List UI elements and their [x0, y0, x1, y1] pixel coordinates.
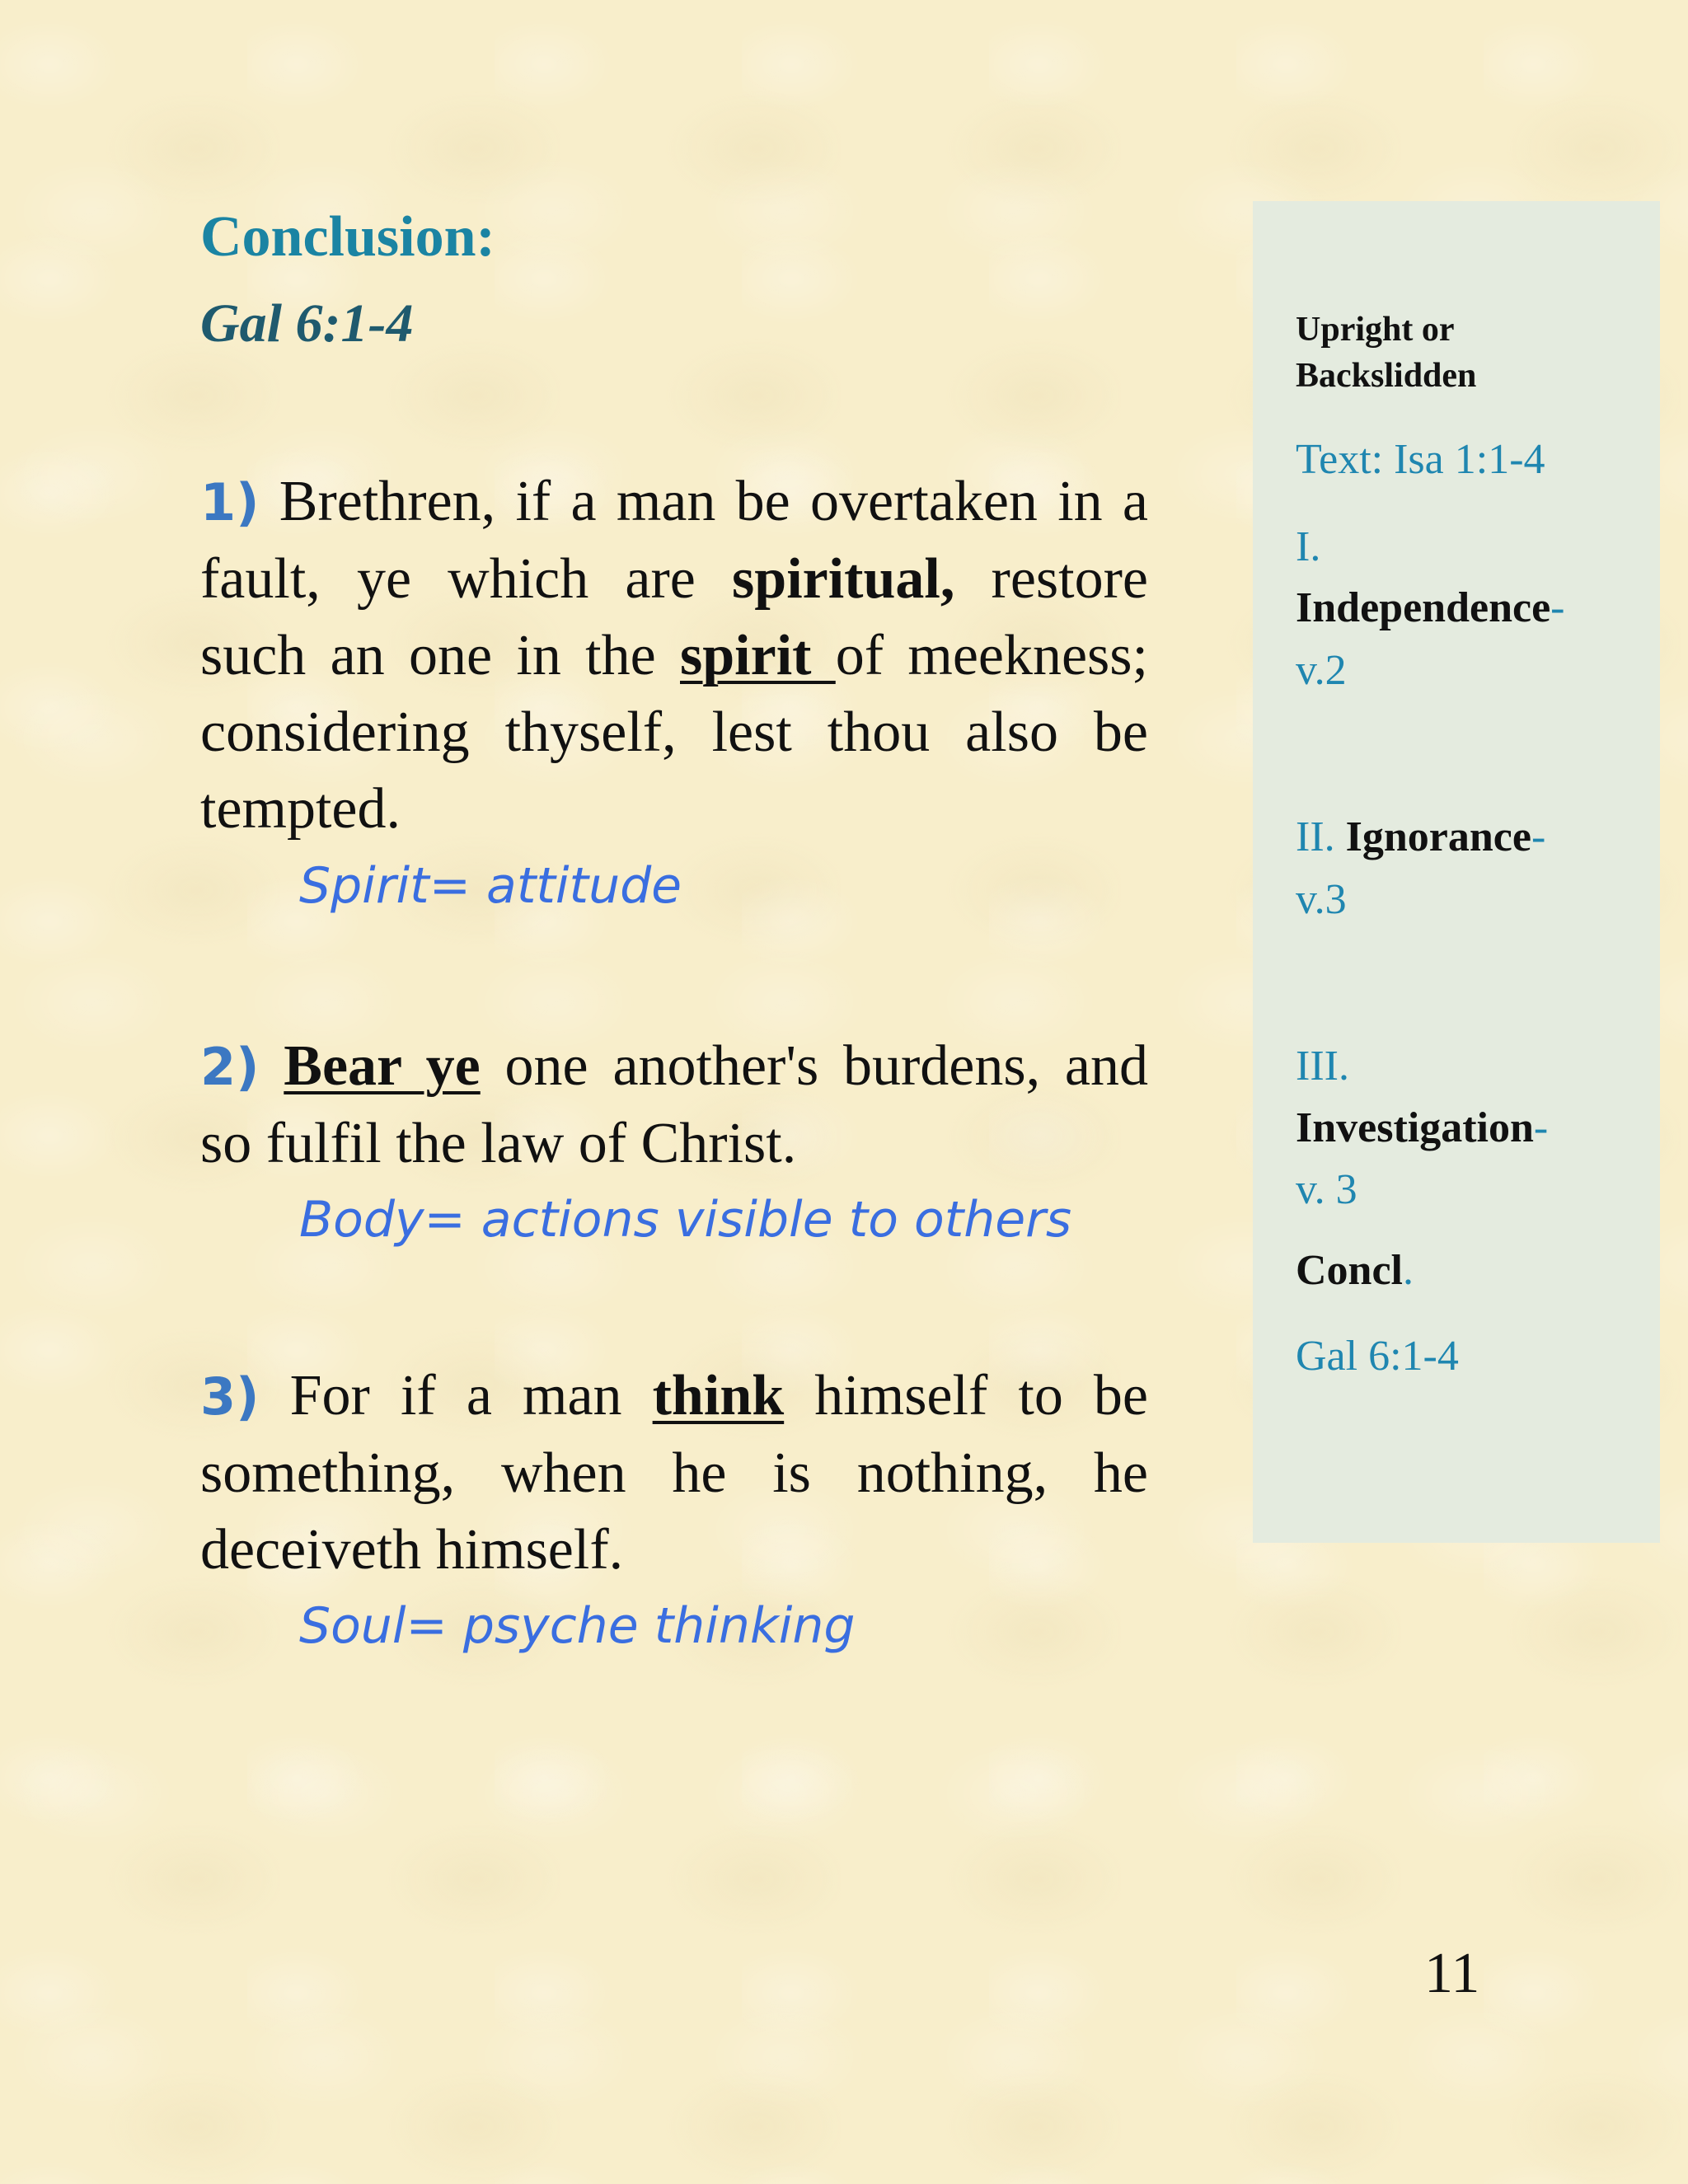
outline-dash: -: [1533, 1104, 1549, 1151]
verse-1-note: Spirit= attitude: [299, 857, 682, 915]
outline-point-label: Ignorance: [1345, 813, 1531, 860]
sidebar-heading-line: Backslidden: [1296, 357, 1477, 395]
verse-text: Brethren, if a man be overtaken in a fault, ye which are: [200, 470, 1149, 611]
sidebar-text-ref: Text: Isa 1:1-4: [1296, 436, 1545, 483]
verse-number: 1): [200, 472, 260, 532]
outline-sidebar: [1253, 201, 1660, 1543]
verse-3: [200, 1357, 1148, 1588]
outline-point-label: Investigation: [1296, 1104, 1534, 1151]
verse-underlined-word: Bear ye: [284, 1034, 481, 1098]
verse-text: himself to be something, when he is nothing, he deceiveth himself.: [200, 1364, 1148, 1582]
outline-point-3: [1296, 1104, 1548, 1152]
verse-underlined-word: think: [652, 1364, 785, 1427]
outline-point-2: [1296, 813, 1545, 861]
outline-conclusion-ref: Gal 6:1-4: [1296, 1333, 1459, 1380]
verse-text: one another's burdens, and so fulfil the law of Christ.: [200, 1034, 1149, 1175]
outline-point-number: II.: [1296, 813, 1335, 860]
outline-conclusion-label: Concl: [1296, 1247, 1403, 1294]
verse-2-note: Body= actions visible to others: [299, 1191, 1072, 1249]
outline-point-3-number: III.: [1296, 1043, 1349, 1090]
verse-text: restore such an one in the: [200, 547, 1148, 687]
outline-point-1-number: I.: [1296, 523, 1321, 570]
verse-number: 3): [200, 1366, 260, 1427]
outline-conclusion: [1296, 1246, 1414, 1295]
outline-point-1: [1296, 583, 1564, 632]
outline-dash: -: [1531, 813, 1546, 860]
outline-point-2-verse: v.3: [1296, 876, 1347, 923]
verse-text: For if a man: [289, 1364, 653, 1427]
verse-2: [200, 1028, 1148, 1182]
scripture-reference: Gal 6:1-4: [200, 293, 414, 354]
outline-dot: .: [1403, 1247, 1414, 1294]
sidebar-heading: [1296, 307, 1476, 399]
outline-point-1-verse: v.2: [1296, 647, 1347, 694]
page-number: 11: [1424, 1942, 1480, 2005]
outline-dash: -: [1550, 584, 1565, 631]
page-title: Conclusion:: [200, 205, 495, 269]
verse-3-note: Soul= psyche thinking: [299, 1597, 856, 1655]
outline-point-3-verse: v. 3: [1296, 1166, 1357, 1213]
verse-underlined-word: spirit: [680, 624, 836, 687]
verse-1: [200, 463, 1148, 847]
verse-bold-word: spiritual,: [732, 547, 955, 611]
verse-number: 2): [200, 1037, 260, 1097]
verse-text: of meekness; considering thyself, lest thou also be tempted.: [200, 624, 1148, 841]
outline-point-label: Independence: [1296, 584, 1551, 631]
sidebar-heading-line: Upright or: [1296, 311, 1455, 349]
